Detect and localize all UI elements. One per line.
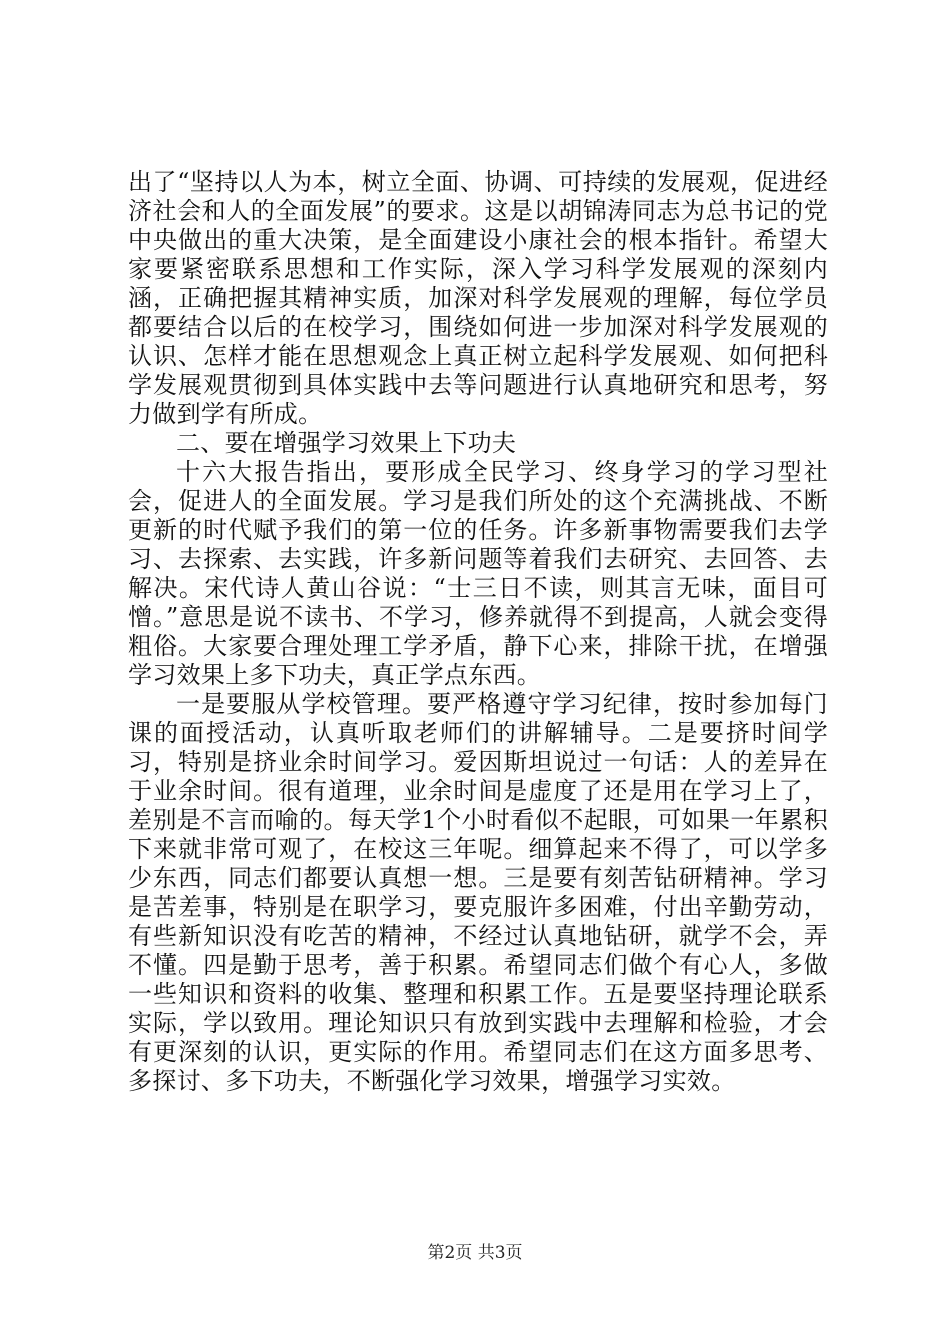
section-heading: 二、要在增强学习效果上下功夫 — [176, 429, 517, 457]
paragraph-study-requirements: 一是要服从学校管理。要严格遵守学习纪律，按时参加每门课的面授活动，认真听取老师们的讲解辅导。二是要挤时间学习，特别是挤业余时间学习。爱因斯坦说过一句话：人的差异在于业余时间。很有道理，业余时间是虚度了还是用在学习上了，差别是不言而喻的。每天学1个小时看似不起眼，可如果一年累积下来就非常可观了，在校这三年呢。细算起来不得了，可以学多少东西，同志们都要认真想一想。三是要有刻苦钻研精神。学习是苦差事，特别是在职学习，要克服许多困难，付出辛勤劳动，有些新知识没有吃苦的精神，不经过认真地钻研，就学不会，弄不懂。四是勤于思考，善于积累。希望同志们做个有心人，多做一些知识和资料的收集、整理和积累工作。五是要坚持理论联系实际，学以致用。理论知识只有放到实践中去理解和检验，才会有更深刻的认识，更实际的作用。希望同志们在这方面多思考、多探讨、多下功夫，不断强化学习效果，增强学习实效。 — [128, 690, 828, 1095]
paragraph-continuation: 出了“坚持以人为本，树立全面、协调、可持续的发展观，促进经济社会和人的全面发展”的要求。这是以胡锦涛同志为总书记的党中央做出的重大决策，是全面建设小康社会的根本指针。希望大家要紧密联系思想和工作实际，深入学习科学发展观的深刻内涵，正确把握其精神实质，加深对科学发展观的理解，每位学员都要结合以后的在校学习，围绕如何进一步加深对科学发展观的认识、怎样才能在思想观念上真正树立起科学发展观、如何把科学发展观贯彻到具体实践中去等问题进行认真地研究和思考，努力做到学有所成。 — [128, 168, 828, 428]
paragraph-learning-society: 十六大报告指出，要形成全民学习、终身学习的学习型社会，促进人的全面发展。学习是我们所处的这个充满挑战、不断更新的时代赋予我们的第一位的任务。许多新事物需要我们去学习、去探索、去实践，许多新问题等着我们去研究、去回答、去解决。宋代诗人黄山谷说：“士三日不读，则其言无味，面目可憎。”意思是说不读书、不学习，修养就得不到提高，人就会变得粗俗。大家要合理处理工学矛盾，静下心来，排除干扰，在增强学习效果上多下功夫，真正学点东西。 — [128, 458, 828, 689]
page-footer: 第2页 共3页 — [427, 1243, 523, 1263]
document-body — [128, 168, 828, 1096]
